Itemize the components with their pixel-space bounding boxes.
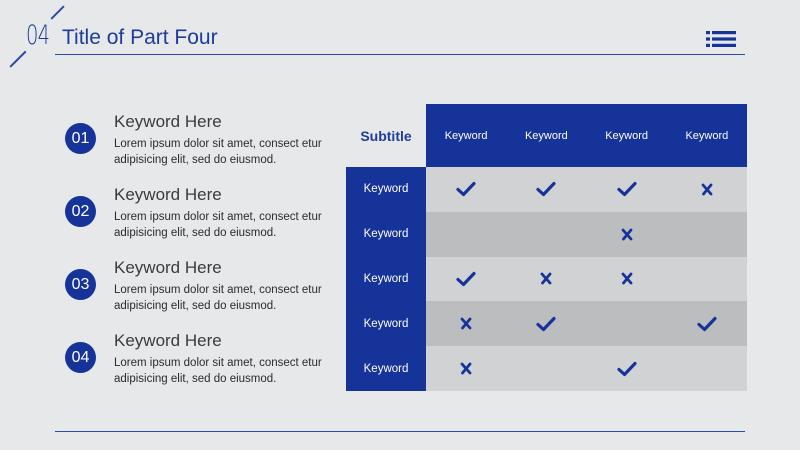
check-icon: [697, 316, 717, 332]
column-header: Keyword: [506, 104, 586, 167]
item-description: Lorem ipsum dolor sit amet, consect etur adipisicing elit, sed do eiusmod.: [114, 357, 322, 385]
table-cell: [587, 301, 667, 346]
cross-icon: [460, 362, 472, 375]
cross-icon: [701, 183, 713, 196]
check-icon: [456, 271, 476, 287]
list-item: [65, 113, 335, 173]
list-item: [65, 186, 335, 246]
cross-icon: [540, 272, 552, 285]
column-header: Keyword: [587, 104, 667, 167]
row-header: Keyword: [346, 212, 426, 257]
table-cell: [426, 212, 506, 257]
table-cell: [587, 167, 667, 212]
item-title: Keyword Here: [114, 185, 222, 204]
cross-icon: [621, 228, 633, 241]
decorative-slash-bottom: [9, 51, 26, 68]
item-description: Lorem ipsum dolor sit amet, consect etur adipisicing elit, sed do eiusmod.: [114, 138, 322, 166]
table-cell: [667, 212, 747, 257]
column-header: Keyword: [667, 104, 747, 167]
table-cell: [426, 167, 506, 212]
number-badge: 04: [65, 342, 96, 373]
row-header: Keyword: [346, 167, 426, 212]
check-icon: [456, 181, 476, 197]
list-item: [65, 259, 335, 319]
table-cell: [426, 346, 506, 391]
check-icon: [536, 181, 556, 197]
item-title: Keyword Here: [114, 112, 222, 131]
row-header: Keyword: [346, 301, 426, 346]
number-badge: 02: [65, 196, 96, 227]
column-header: Keyword: [426, 104, 506, 167]
check-icon: [617, 181, 637, 197]
item-description: Lorem ipsum dolor sit amet, consect etur adipisicing elit, sed do eiusmod.: [114, 211, 322, 239]
check-icon: [536, 316, 556, 332]
table-cell: [667, 257, 747, 302]
table-cell: [506, 301, 586, 346]
table-cell: [667, 167, 747, 212]
header-divider: [55, 54, 745, 55]
item-title: Keyword Here: [114, 331, 222, 350]
table-cell: [506, 346, 586, 391]
table-cell: [506, 257, 586, 302]
number-badge: 03: [65, 269, 96, 300]
table-cell: [506, 167, 586, 212]
list-item: [65, 332, 335, 392]
item-title: Keyword Here: [114, 258, 222, 277]
table-cell: [667, 346, 747, 391]
table-cell: [426, 257, 506, 302]
table-cell: [587, 346, 667, 391]
table-cell: [667, 301, 747, 346]
table-cell: [426, 301, 506, 346]
footer-divider: [55, 431, 745, 432]
number-badge: 01: [65, 123, 96, 154]
part-number: 04: [26, 20, 50, 51]
row-header: Keyword: [346, 346, 426, 391]
page-title: Title of Part Four: [62, 26, 218, 49]
list-menu-icon[interactable]: [706, 31, 736, 47]
table-cell: [506, 212, 586, 257]
cross-icon: [460, 317, 472, 330]
table-corner-label: Subtitle: [346, 104, 426, 167]
row-header: Keyword: [346, 257, 426, 302]
table-cell: [587, 212, 667, 257]
item-description: Lorem ipsum dolor sit amet, consect etur adipisicing elit, sed do eiusmod.: [114, 284, 322, 312]
comparison-table: [346, 104, 747, 391]
check-icon: [617, 361, 637, 377]
cross-icon: [621, 272, 633, 285]
table-cell: [587, 257, 667, 302]
decorative-slash-top: [50, 5, 64, 19]
